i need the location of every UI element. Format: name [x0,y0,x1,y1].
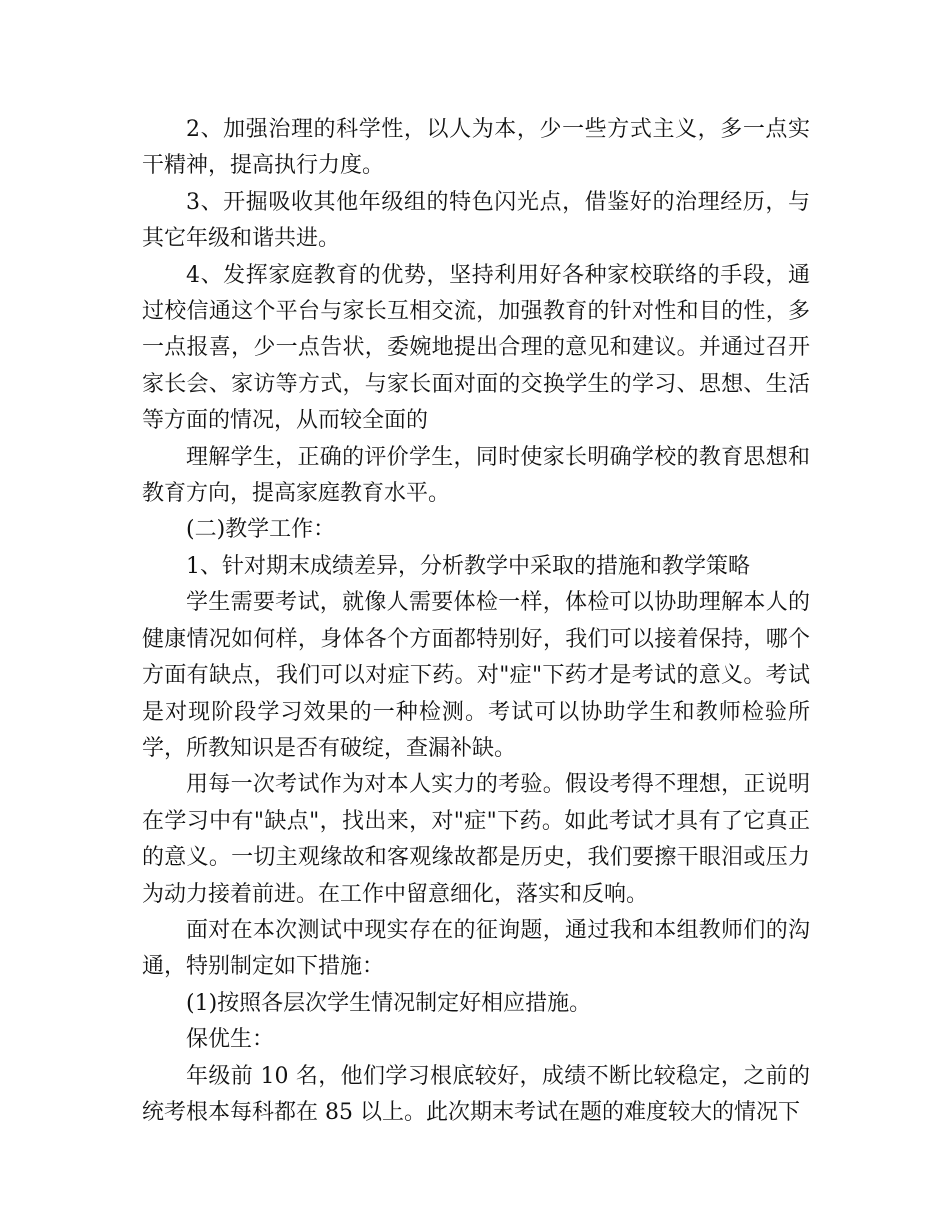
paragraph-item-4: 4、发挥家庭教育的优势，坚持利用好各种家校联络的手段，通过校信通这个平台与家长互相交流，加强教育的针对性和目的性，多一点报喜，少一点告状，委婉地提出合理的意见和建议。并通过召开家长会、家访等方式，与家长面对面的交换学生的学习、思想、生活等方面的情况，从而较全面的 [142,262,810,434]
subheading-analysis: 1、针对期末成绩差异，分析教学中采取的措施和教学策略 [186,553,750,579]
paragraph-exam-purpose: 学生需要考试，就像人需要体检一样，体检可以协助理解本人的健康情况如何样，身体各个方面都特别好，我们可以接着保持，哪个方面有缺点，我们可以对症下药。对"症"下药才是考试的意义。考试是对现阶段学习效果的一种检测。考试可以协助学生和教师检验所学，所教知识是否有破绽，查漏补缺。 [142,590,810,761]
paragraph-item-3: 3、开掘吸收其他年级组的特色闪光点，借鉴好的治理经历，与其它年级和谐共进。 [142,189,810,252]
paragraph-top-students: 年级前 10 名，他们学习根底较好，成绩不断比较稳定，之前的统考根本每科都在 85 以上。此次期末考试在题的难度较大的情况下 [142,1063,810,1125]
paragraph-item-2: 2、加强治理的科学性，以人为本，少一些方式主义，多一点实干精神，提高执行力度。 [142,117,810,179]
paragraph-continuation: 理解学生，正确的评价学生，同时使家长明确学校的教育思想和教育方向，提高家庭教育水平。 [142,444,810,507]
subheading-top-students: 保优生： [186,1027,275,1053]
document-body [142,112,810,1131]
paragraph-measures-intro: 面对在本次测试中现实存在的征询题，通过我和本组教师们的沟通，特别制定如下措施： [142,917,810,980]
section-heading-teaching: (二)教学工作： [186,517,336,543]
measure-item-1: (1)按照各层次学生情况制定好相应措施。 [186,990,592,1016]
paragraph-exam-test: 用每一次考试作为对本人实力的考验。假设考得不理想，正说明在学习中有"缺点"，找出来，对"症"下药。如此考试才具有了它真正的意义。一切主观缘故和客观缘故都是历史，我们要擦干眼泪或压力为动力接着前进。在工作中留意细化，落实和反响。 [142,772,810,907]
